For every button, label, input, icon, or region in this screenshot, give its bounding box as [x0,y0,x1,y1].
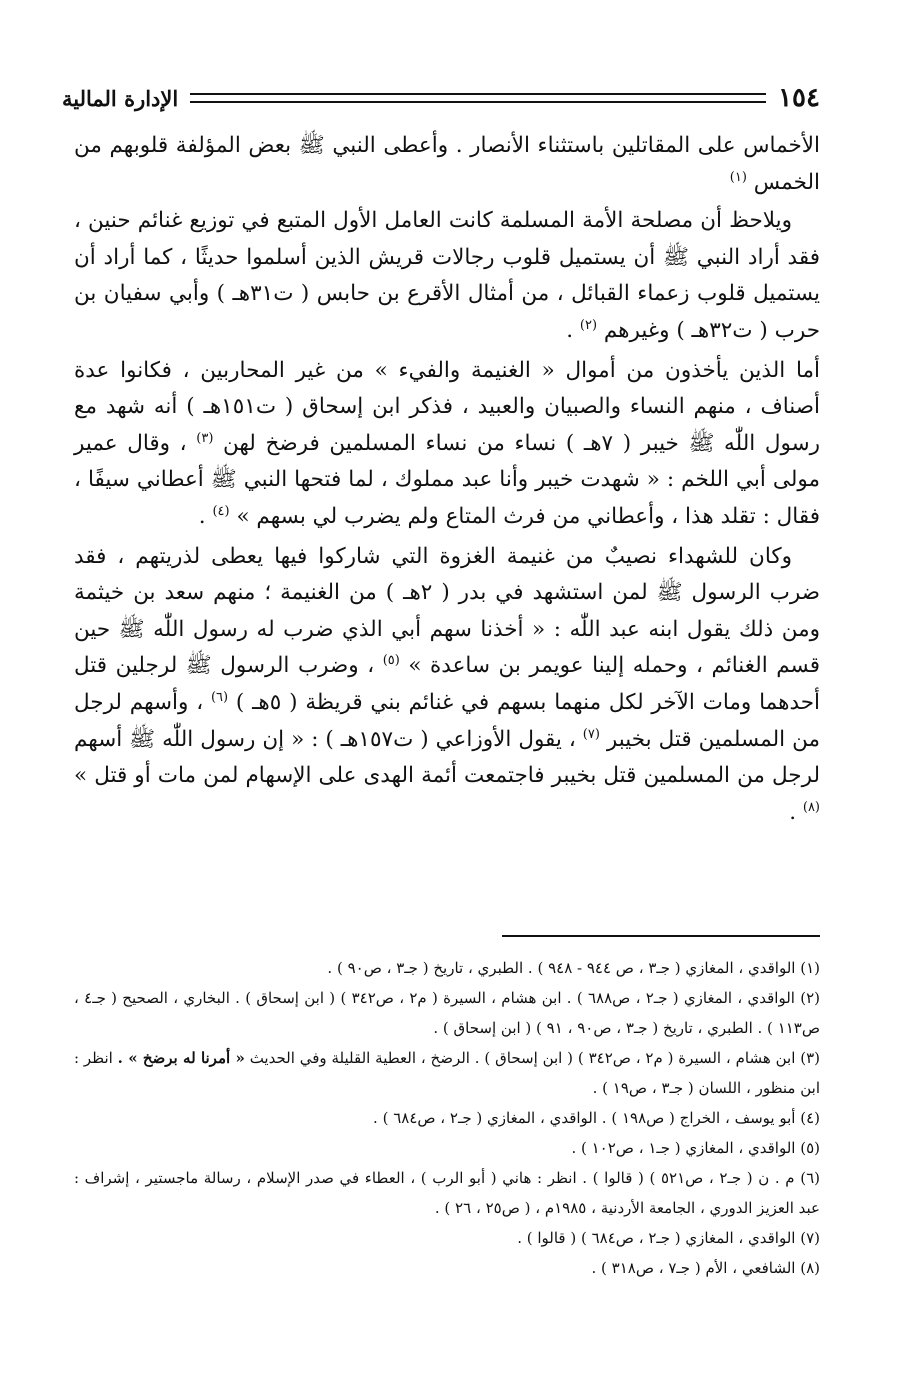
page-number: ١٥٤ [778,83,820,113]
main-text [74,128,820,834]
footnote-3 [74,1043,820,1103]
footnote-1: (١) الواقدي ، المغازي ( جـ٣ ، ص ٩٤٤ - ٩٤٨ ) . الطبري ، تاريخ ( جـ٣ ، ص٩٠ ) . [327,959,820,977]
footnote-4: (٤) أبو يوسف ، الخراج ( ص١٩٨ ) . الواقدي ، المغازي ( جـ٢ ، ص٦٨٤ ) . [373,1109,820,1127]
footnote-ref: (١) [729,169,747,185]
page-header [62,78,820,118]
paragraph-text: وكان للشهداء نصيبٌ من غنيمة الغزوة التي شاركوا فيها يعطى لذريتهم ، فقد ضرب الرسول ﷺ لمن استشهد في بدر ( ٢هـ ) من الغنيمة ؛ منهم سعد بن خيثمة ومن ذلك يقول ابنه عبد اللّٰه : « أخذنا سهم أبي الذي ضرب له رسول اللّٰه ﷺ حين قسم الغنائم ، وحمله إلينا عويمر بن ساعدة » [74,543,821,679]
paragraph-tail: . [198,503,213,529]
running-title: الإدارة المالية [62,85,179,111]
footnote-ref: (٤) [212,503,230,519]
footnote-ref: (٢) [579,317,598,333]
footnote-ref: (٣) [196,430,214,446]
footnote-ref: (٨) [802,799,820,815]
footnote-ref: (٥) [382,653,400,669]
footnote-separator [502,935,820,937]
footnote-6: (٦) م . ن ( جـ٢ ، ص٥٢١ ) ( قالوا ) . انظر : هاني ( أبو الرب ) ، العطاء في صدر الإسلام ، رسالة ماجستير ، إشراف : عبد العزيز الدوري ، الجامعة الأردنية ، ١٩٨٥م ، ( ص٢٥ ، ٢٦ ) . [74,1169,820,1217]
footnote-text: انظر : ابن منظور ، اللسان ( جـ٣ ، ص١٩ ) . [74,1049,820,1097]
paragraph-tail: ، وضرب الرسول ﷺ لرجلين قتل أحدهما ومات الآخر لكل منهما بسهم في غنائم بني قريظة ( ٥هـ ) [74,653,820,715]
footnote-text: (٣) ابن هشام ، السيرة ( م٢ ، ص٣٤٢ ) ( ابن إسحاق ) . الرضخ ، العطية القليلة وفي الحديث [249,1049,820,1067]
paragraph-tail: ، وأسهم لرجل من المسلمين قتل بخيبر [74,689,820,752]
paragraph-text: أما الذين يأخذون من أموال « الغنيمة والفيء » من غير المحاربين ، فكانوا عدة أصناف ، منهم النساء والصبيان والعبيد ، فذكر ابن إسحاق ( ت١٥١هـ ) أنه شهد مع رسول اللّٰه ﷺ خيبر ( ٧هـ ) نساء من نساء المسلمين فرضخ لهن [74,357,820,456]
footnotes [74,953,820,1283]
footnote-ref: (٦) [210,689,229,705]
paragraph-tail: ، يقول الأوزاعي ( ت١٥٧هـ ) : « إن رسول اللّٰه ﷺ أسهم لرجل من المسلمين قتل بخيبر فاجتمعت أئمة الهدى على الإسهام لمن مات أو قتل » [74,726,820,789]
paragraph-text: ويلاحظ أن مصلحة الأمة المسلمة كانت العامل الأول المتبع في توزيع غنائم حنين ، فقد أراد النبي ﷺ أن يستميل قلوب رجالات قريش الذين أسلموا حديثًا ، كما أراد أن يستميل قلوب زعماء القبائل ، من أمثال الأقرع بن حابس ( ت٣١هـ ) وأبي سفيان بن حرب ( ت٣٢هـ ) وغيرهم [74,208,820,343]
paragraph-2 [74,203,820,349]
paragraph-3 [74,353,820,536]
paragraph-tail: . [789,799,803,825]
footnote-bold-quote: « أمرنا له برضخ » . [117,1049,245,1067]
footnote-2: (٢) الواقدي ، المغازي ( جـ٢ ، ص٦٨٨ ) . ابن هشام ، السيرة ( م٢ ، ص٣٤٢ ) ( ابن إسحاق ) . البخاري ، الصحيح ( جـ٤ ، ص١١٣ ) . الطبري ، تاريخ ( جـ٣ ، ص٩٠ ، ٩١ ) ( ابن إسحاق ) . [74,989,821,1037]
footnote-8: (٨) الشافعي ، الأم ( جـ٧ ، ص٣١٨ ) . [591,1259,820,1277]
footnote-ref: (٧) [582,726,600,742]
paragraph-tail: . [566,317,580,343]
paragraph-4 [74,539,820,832]
paragraph-1 [74,128,820,201]
header-rule [190,93,766,103]
footnote-7: (٧) الواقدي ، المغازي ( جـ٢ ، ص٦٨٤ ) ( قالوا ) . [517,1229,820,1247]
paragraph-tail: ، وقال عمير مولى أبي اللخم : « شهدت خيبر وأنا عبد مملوك ، لما فتحها النبي ﷺ أعطاني سيفًا ، فقال : تقلد هذا ، وأعطاني من فرث المتاع ولم يضرب لي بسهم » [74,430,820,529]
paragraph-text: الأخماس على المقاتلين باستثناء الأنصار . وأعطى النبي ﷺ بعض المؤلفة قلوبهم من الخمس [74,133,820,195]
footnote-5: (٥) الواقدي ، المغازي ( جـ١ ، ص١٠٢ ) . [571,1139,820,1157]
